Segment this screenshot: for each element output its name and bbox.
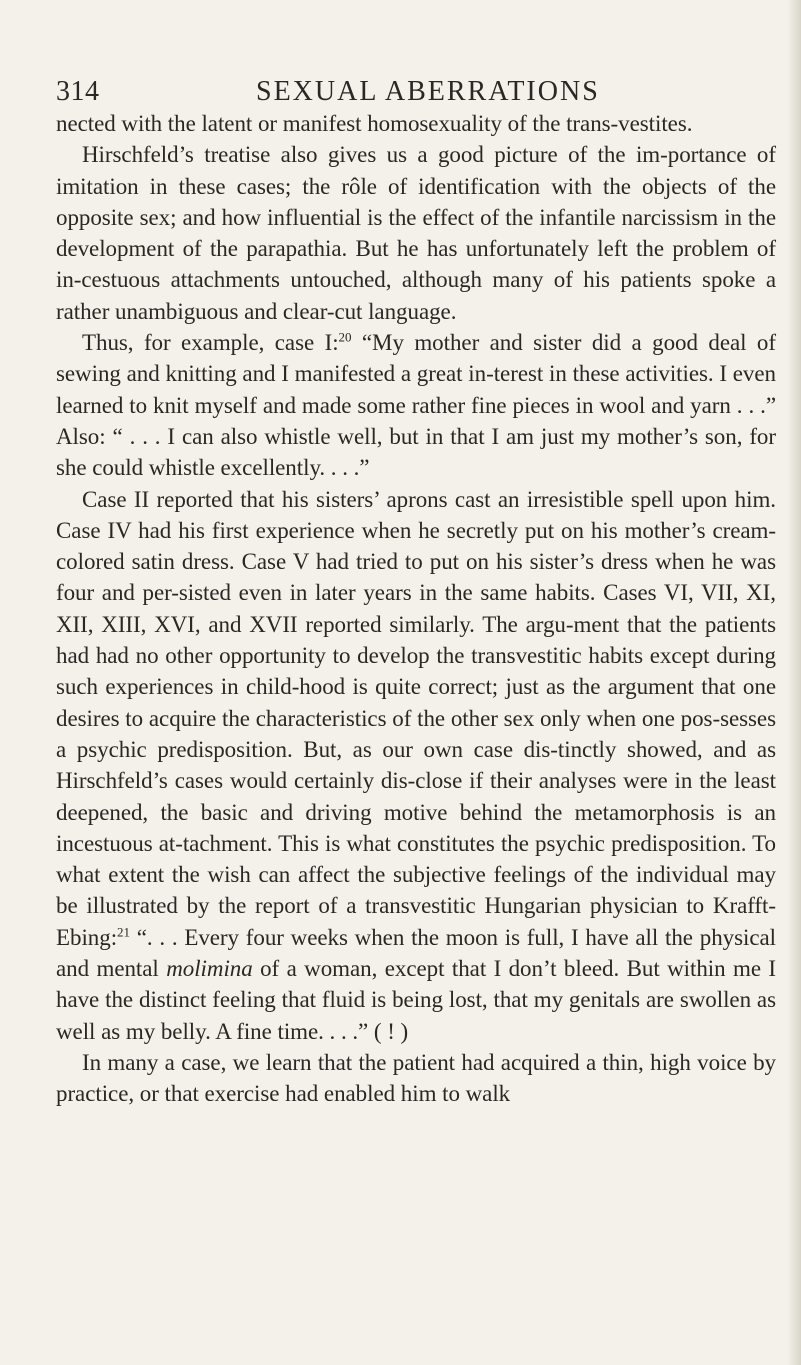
paragraph-1: nected with the latent or manifest homosexuality of the trans-vestites. (56, 111, 693, 136)
paragraph-3-text-a: Thus, for example, case I: (82, 330, 339, 356)
paragraph-4 (56, 484, 776, 1047)
paragraph-3-text-b: “My mother and sister did a good deal of sewing and knitting and I manifested a great in-terest in these activities. I even learned to knit myself and made some rather fine pieces in wool and yarn . . .” Also: “ . . . I can also whistle well, but in that I am just my mother’s son, for she could whistle excellently. . . .” (56, 330, 776, 481)
page-edge-shadow (787, 0, 801, 1365)
footnote-ref-21: 21 (117, 924, 130, 940)
paragraph-3 (56, 327, 776, 483)
paragraph-4-text-a: Case II reported that his sisters’ aprons cast an irresistible spell upon him. Case IV had his first experience when he secretly put on his mother’s cream-colored satin dress. Case V had tried to put on his sister’s dress when he was four and per-sisted even in later years in the same habits. Cases VI, VII, XI, XII, XIII, XVI, and XVII reported similarly. The argu-ment that the patients had had no other opportunity to develop the transvestitic habits except during such experiences in child-hood is quite correct; just as the argument that one desires to acquire the characteristics of the other sex only when one pos-sesses a psychic predisposition. But, as our own case dis-tinctly showed, and as Hirschfeld’s cases would certainly dis-close if their analyses were in the least deepened, the basic and driving motive behind the metamorphosis is an incestuous at-tachment. This is what constitutes the psychic predisposition. To what extent the wish can affect the subjective feelings of the individual may be illustrated by the report of a transvestitic Hungarian physician to Krafft-Ebing: (56, 486, 776, 950)
paragraph-2: Hirschfeld’s treatise also gives us a good picture of the im-portance of imitation in these cases; the rôle of identification with the objects of the opposite sex; and how influential is the effect of the infantile narcissism in the development of the parapathia. But he has unfortunately left the problem of in-cestuous attachments untouched, although many of his patients spoke a rather unambiguous and clear-cut language. (56, 142, 776, 324)
footnote-ref-20: 20 (338, 329, 352, 345)
paragraph-4-text-c: of a woman, except that I don’t bleed. But within me I have the distinct feeling that fluid is being lost, that my genitals are swollen as well as my belly. A fine time. . . .” ( ! ) (56, 956, 776, 1044)
body-text (56, 108, 776, 1110)
italic-term: molimina (166, 956, 253, 982)
paragraph-4-text-b: “. . . Every four weeks when the moon is full, I have all the physical and mental (56, 924, 776, 982)
page-number: 314 (56, 76, 100, 107)
paragraph-5: In many a case, we learn that the patient had acquired a thin, high voice by practice, or that exercise had enabled him to walk (56, 1049, 776, 1107)
page-header (56, 58, 776, 108)
running-title: SEXUAL ABERRATIONS (256, 76, 600, 107)
